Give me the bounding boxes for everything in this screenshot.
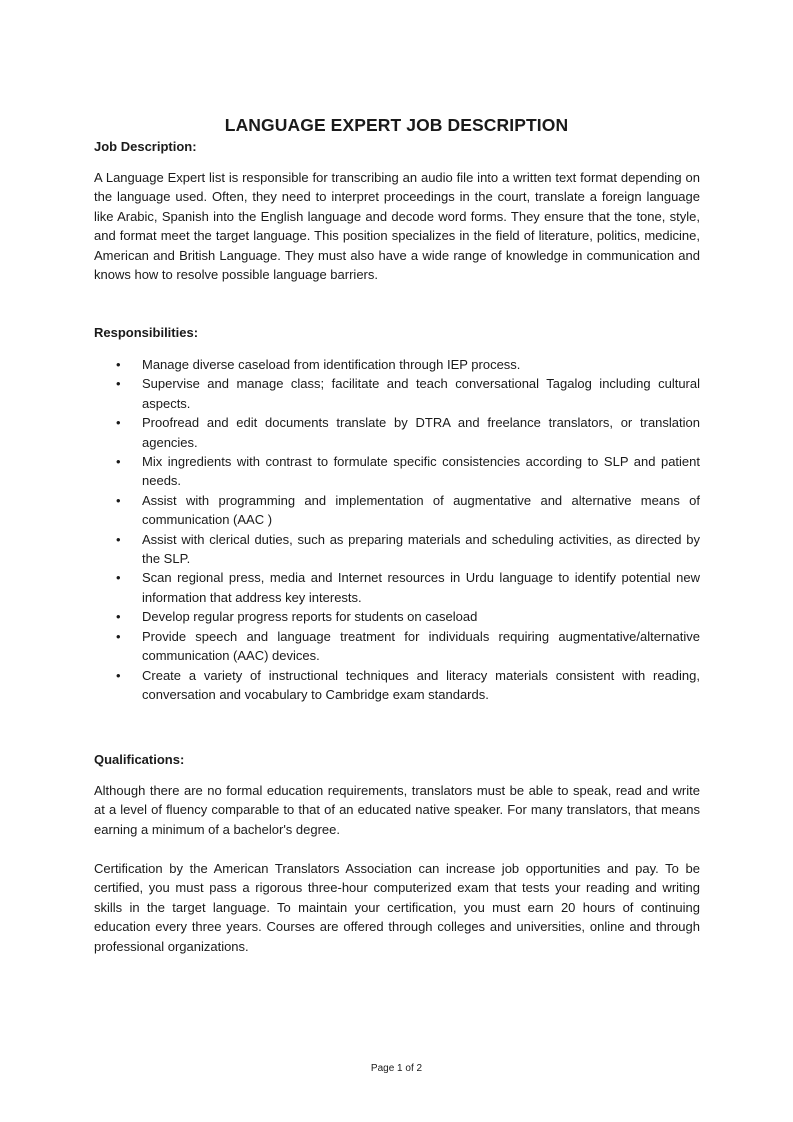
bullet-icon: • bbox=[116, 454, 121, 470]
bullet-icon: • bbox=[116, 415, 121, 431]
responsibilities-heading: Responsibilities: bbox=[94, 325, 199, 340]
responsibility-text: Proofread and edit documents translate by DTRA and freelance translators, or translation agencies. bbox=[142, 415, 700, 450]
list-item bbox=[94, 374, 700, 413]
responsibility-text: Supervise and manage class; facilitate and teach conversational Tagalog including cultural aspects. bbox=[142, 376, 700, 411]
list-item bbox=[94, 627, 700, 666]
list-item bbox=[94, 413, 700, 452]
bullet-icon: • bbox=[116, 570, 121, 586]
bullet-icon: • bbox=[116, 531, 121, 547]
responsibility-text: Create a variety of instructional techniques and literacy materials consistent with reading, conversation and vocabulary to Cambridge exam standards. bbox=[142, 667, 700, 702]
job-description-text: A Language Expert list is responsible for transcribing an audio file into a written text format depending on the language used. Often, they need to interpret proceedings in the court, translate a foreign language like Arabic, Spanish into the English language and decode word forms. They ensure that the tone, style, and format meet the target language. This position specializes in the field of literature, politics, medicine, American and British Language. They must also have a wide range of knowledge in communication and knows how to resolve possible language barriers. bbox=[94, 170, 700, 283]
page-title: LANGUAGE EXPERT JOB DESCRIPTION bbox=[224, 115, 569, 135]
responsibilities-list bbox=[94, 355, 700, 704]
responsibility-text: Scan regional press, media and Internet resources in Urdu language to identify potential new information that address key interests. bbox=[142, 570, 700, 605]
bullet-icon: • bbox=[116, 628, 121, 644]
list-item bbox=[94, 355, 700, 374]
list-item bbox=[94, 666, 700, 705]
certification-paragraph: Certification by the American Translators Association can increase job opportunities and pay. To be certified, you must pass a rigorous three-hour computerized exam that tests your reading and writing skills in the target language. To maintain your certification, you must earn 20 hours of continuing education every three years. Courses are offered through colleges and universities, online and through professional organizations. bbox=[94, 861, 700, 954]
list-item bbox=[94, 530, 700, 569]
bullet-icon: • bbox=[116, 376, 121, 392]
responsibility-text: Mix ingredients with contrast to formulate specific consistencies according to SLP and patient needs. bbox=[142, 454, 700, 489]
responsibility-text: Assist with programming and implementation of augmentative and alternative means of communication (AAC ) bbox=[142, 492, 700, 528]
list-item bbox=[94, 568, 700, 607]
responsibility-text: Provide speech and language treatment for individuals requiring augmentative/alternative communication (AAC) devices. bbox=[142, 628, 700, 664]
job-description-heading: Job Description: bbox=[94, 139, 197, 154]
bullet-icon: • bbox=[116, 609, 121, 625]
bullet-icon: • bbox=[116, 492, 121, 508]
page-number-footer: Page 1 of 2 bbox=[370, 1063, 423, 1074]
list-item bbox=[94, 452, 700, 491]
bullet-icon: • bbox=[116, 667, 121, 683]
responsibility-text: Assist with clerical duties, such as preparing materials and scheduling activities, as directed by the SLP. bbox=[142, 531, 700, 567]
responsibility-text: Manage diverse caseload from identification through IEP process. bbox=[142, 357, 521, 372]
responsibility-text: Develop regular progress reports for students on caseload bbox=[142, 609, 478, 625]
qualifications-paragraph: Although there are no formal education requirements, translators must be able to speak, read and write at a level of fluency comparable to that of an educated native speaker. For many translators, that means earning a minimum of a bachelor's degree. bbox=[94, 783, 700, 837]
bullet-icon: • bbox=[116, 357, 121, 372]
qualifications-heading: Qualifications: bbox=[94, 752, 185, 767]
list-item bbox=[94, 607, 700, 626]
list-item bbox=[94, 491, 700, 530]
